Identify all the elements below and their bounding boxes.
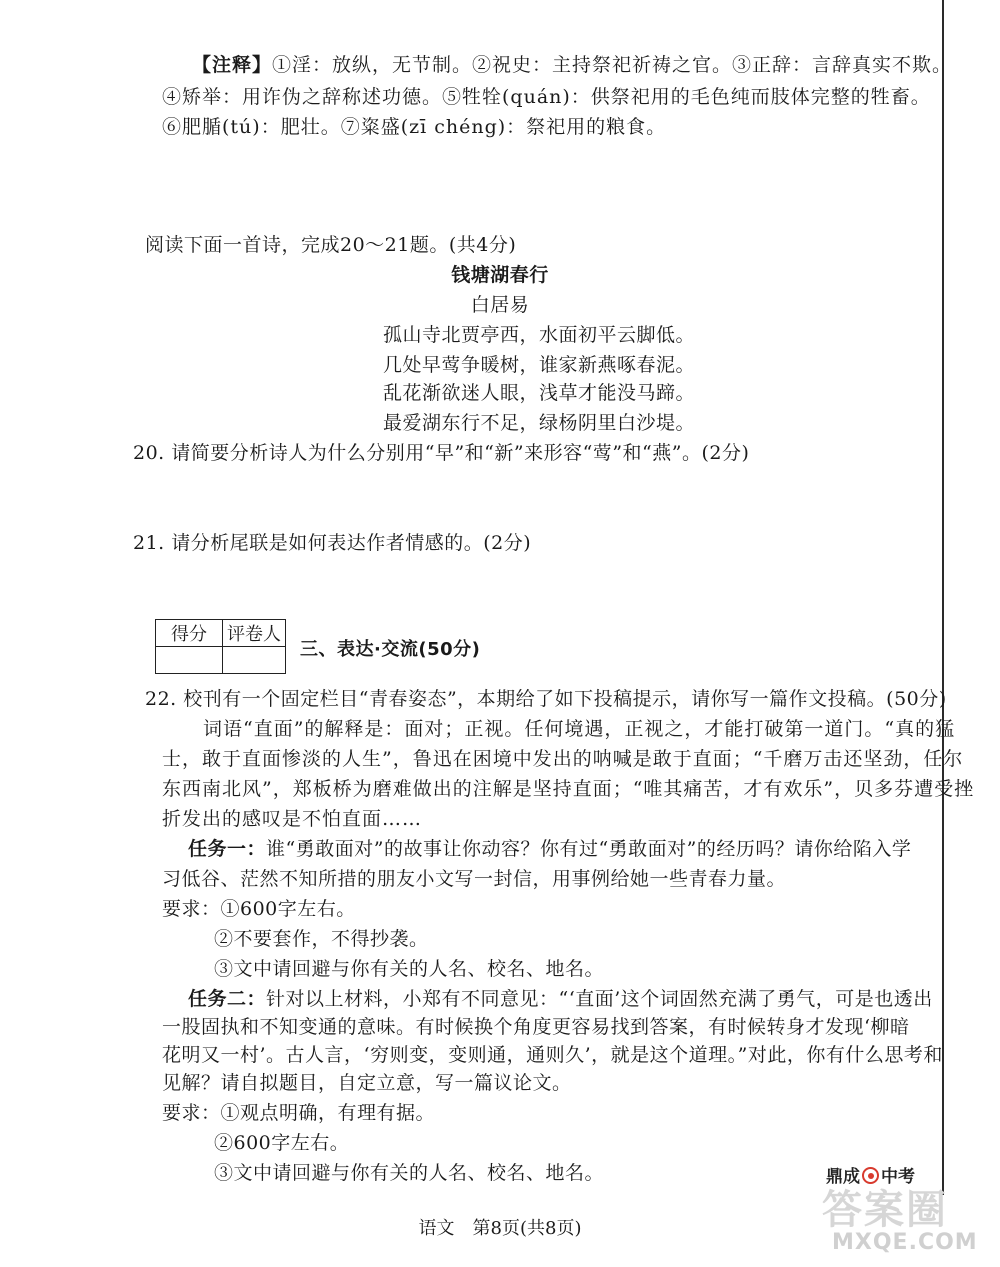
logo-text-right: 中考 xyxy=(881,1167,915,1187)
poem-line: 最爱湖东行不足，绿杨阴里白沙堤。 xyxy=(383,412,696,434)
score-table xyxy=(155,619,286,674)
notes-line-1 xyxy=(192,52,952,78)
notes-label: 【注释】 xyxy=(192,54,273,76)
page-footer: 语文 第8页(共8页) xyxy=(418,1218,582,1239)
requirement-1a: 要求：①600字左右。 xyxy=(162,898,356,920)
task-1-line-2: 习低谷、茫然不知所措的朋友小文写一封信，用事例给她一些青春力量。 xyxy=(162,868,787,890)
task-2-line-4: 见解？请自拟题目，自定立意，写一篇议论文。 xyxy=(162,1072,572,1094)
watermark: 答案圈 xyxy=(822,1187,948,1233)
question-20: 20. 请简要分析诗人为什么分别用“早”和“新”来形容“莺”和“燕”。(2分) xyxy=(133,442,750,464)
poem-intro: 阅读下面一首诗，完成20～21题。(共4分) xyxy=(145,234,517,256)
material-line: 词语“直面”的解释是：面对；正视。任何境遇，正视之，才能打破第一道门。“真的猛 xyxy=(203,718,956,740)
poem-line: 孤山寺北贾亭西，水面初平云脚低。 xyxy=(383,324,696,346)
poem-title: 钱塘湖春行 xyxy=(451,264,549,286)
grader-cell[interactable] xyxy=(223,647,286,674)
task-2-text: 针对以上材料，小郑有不同意见：“‘直面’这个词固然充满了勇气，可是也透出 xyxy=(266,988,933,1010)
task-1-line-1 xyxy=(188,836,911,862)
task-1-label: 任务一： xyxy=(188,838,267,860)
requirement-2c: ③文中请回避与你有关的人名、校名、地名。 xyxy=(214,1162,605,1184)
watermark-url: MXQE.COM xyxy=(832,1230,978,1255)
notes-line-3: ⑥肥腯(tú)：肥壮。⑦粢盛(zī chéng)：祭祀用的粮食。 xyxy=(162,116,667,138)
grader-header: 评卷人 xyxy=(223,620,286,647)
material-line: 东西南北风”，郑板桥为磨难做出的注解是坚持直面；“唯其痛苦，才有欢乐”，贝多芬遭受挫 xyxy=(162,778,975,800)
requirement-1b: ②不要套作，不得抄袭。 xyxy=(214,928,429,950)
section-3-title: 三、表达·交流(50分) xyxy=(300,639,481,660)
margin-rule xyxy=(942,0,944,1195)
score-header: 得分 xyxy=(156,620,223,647)
poem-author: 白居易 xyxy=(470,294,530,316)
task-2-line-3: 花明又一村’。古人言，‘穷则变，变则通，通则久’，就是这个道理。”对此，你有什么思考和 xyxy=(162,1044,943,1066)
task-2-label: 任务二： xyxy=(188,988,267,1010)
task-1-text: 谁“勇敢面对”的故事让你动容？你有过“勇敢面对”的经历吗？请你给陷入学 xyxy=(266,838,912,860)
task-2-line-2: 一股固执和不知变通的意味。有时候换个角度更容易找到答案，有时候转身才发现‘柳暗 xyxy=(162,1016,910,1038)
task-2-line-1 xyxy=(188,986,933,1012)
requirement-2b: ②600字左右。 xyxy=(214,1132,350,1154)
requirement-2a: 要求：①观点明确，有理有据。 xyxy=(162,1102,436,1124)
material-line: 士，敢于直面惨淡的人生”，鲁迅在困境中发出的呐喊是敢于直面；“千磨万击还坚劲，任尔 xyxy=(162,748,964,770)
poem-line: 乱花渐欲迷人眼，浅草才能没马蹄。 xyxy=(383,382,696,404)
question-21: 21. 请分析尾联是如何表达作者情感的。(2分) xyxy=(133,532,532,554)
question-22-prompt: 22. 校刊有一个固定栏目“青春姿态”，本期给了如下投稿提示，请你写一篇作文投稿。(50分) xyxy=(145,688,947,710)
score-cell[interactable] xyxy=(156,647,223,674)
poem-line: 几处早莺争暖树，谁家新燕啄春泥。 xyxy=(383,354,696,376)
notes-line-1-text: ①淫：放纵，无节制。②祝史：主持祭祀祈祷之官。③正辞：言辞真实不欺。 xyxy=(272,54,953,76)
logo-text-left: 鼎成 xyxy=(826,1167,860,1187)
notes-line-2: ④矫举：用诈伪之辞称述功德。⑤牲牷(quán)：供祭祀用的毛色纯而肢体完整的牲畜。 xyxy=(162,86,931,108)
material-line: 折发出的感叹是不怕直面…… xyxy=(162,808,423,830)
requirement-1c: ③文中请回避与你有关的人名、校名、地名。 xyxy=(214,958,605,980)
